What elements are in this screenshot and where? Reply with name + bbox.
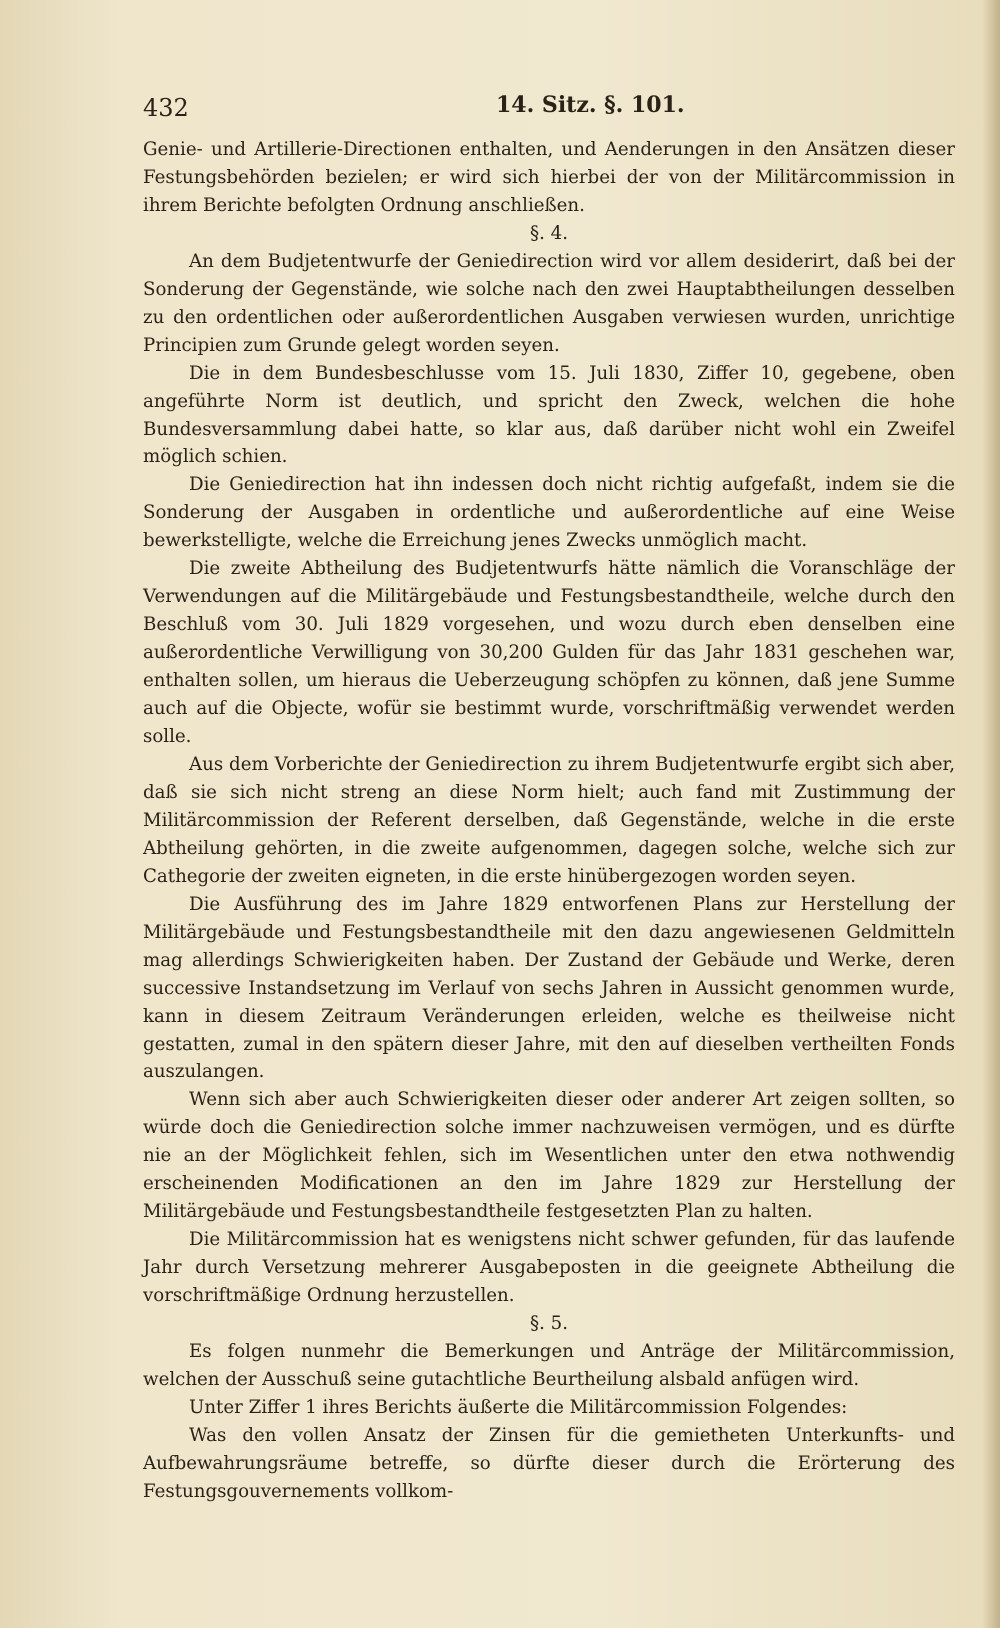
section-heading: §. 5.: [529, 1313, 568, 1335]
paragraph: An dem Budjetentwurfe der Geniedirection wird vor allem desiderirt, daß bei der Sonderung der Gegenstände, wie solche nach den zwei Hauptabtheilungen desselben zu den ordentlichen oder außerordentlichen Ausgaben verwiesen wurden, unrichtige Principien zum Grunde gelegt worden seyen.: [143, 250, 955, 356]
paragraph: Es folgen nunmehr die Bemerkungen und Anträge der Militärcommission, welchen der Ausschuß seine gutachtliche Beurtheilung alsbald anfügen wird.: [143, 1340, 955, 1390]
paragraph: Die Geniedirection hat ihn indessen doch nicht richtig aufgefaßt, indem sie die Sonderung der Ausgaben in ordentliche und außerordentliche auf eine Weise bewerkstelligte, welche die Erreichung jenes Zwecks unmöglich macht.: [143, 474, 955, 552]
paragraph: Aus dem Vorberichte der Geniedirection zu ihrem Budjetentwurfe ergibt sich aber, daß sie sich nicht streng an diese Norm hielt; auch fand mit Zustimmung der Militärcommission der Referent derselben, daß Gegenstände, welche in die erste Abtheilung gehörten, in die zweite aufgenommen, dagegen solche, welche sich zur Cathegorie der zweiten eigneten, in die erste hinübergezogen worden seyen.: [143, 753, 955, 887]
section-heading: §. 4.: [529, 222, 568, 244]
page-header: [143, 90, 963, 124]
paragraph: Was den vollen Ansatz der Zinsen für die gemietheten Unterkunfts- und Aufbewahrungsräume betreffe, so dürfte dieser durch die Erörterung des Festungsgouvernements vollkom-: [143, 1424, 955, 1502]
page-edge-shadow: [982, 0, 1000, 1628]
document-body: [143, 136, 955, 1506]
paragraph: Die Ausführung des im Jahre 1829 entworfenen Plans zur Herstellung der Militärgebäude und Festungsbestandtheile mit den dazu angewiesenen Geldmitteln mag allerdings Schwierigkeiten haben. Der Zustand der Gebäude und Werke, deren successive Instandsetzung im Verlauf von sechs Jahren in Aussicht genommen wurde, kann in diesem Zeitraum Veränderungen erleiden, welche es theilweise nicht gestatten, zumal in den spätern dieser Jahre, mit den auf dieselben vertheilten Fonds auszulangen.: [143, 893, 955, 1083]
paragraph: Wenn sich aber auch Schwierigkeiten dieser oder anderer Art zeigen sollten, so würde doch die Geniedirection solche immer nachzuweisen vermögen, und es dürfte nie an der Möglichkeit fehlen, sich im Wesentlichen unter den etwa nothwendig erscheinenden Modificationen an den im Jahre 1829 zur Herstellung der Militärgebäude und Festungsbestandtheile festgesetzten Plan zu halten.: [143, 1089, 955, 1223]
paragraph: Die in dem Bundesbeschlusse vom 15. Juli 1830, Ziffer 10, gegebene, oben angeführte Norm ist deutlich, und spricht den Zweck, welchen die hohe Bundesversammlung dabei hatte, so klar aus, daß darüber nicht wohl ein Zweifel möglich schien.: [143, 362, 955, 468]
paragraph: Die zweite Abtheilung des Budjetentwurfs hätte nämlich die Voranschläge der Verwendungen auf die Militärgebäude und Festungsbestandtheile, welche durch den Beschluß vom 30. Juli 1829 vorgesehen, und wozu durch eben denselben eine außerordentliche Verwilligung von 30,200 Gulden für das Jahr 1831 geschehen war, enthalten sollen, um hieraus die Ueberzeugung schöpfen zu können, daß jene Summe auch auf die Objecte, wofür sie bestimmt wurde, vorschriftmäßig verwendet werden solle.: [143, 558, 955, 748]
paragraph: Die Militärcommission hat es wenigstens nicht schwer gefunden, für das laufende Jahr durch Versetzung mehrerer Ausgabeposten in die geeignete Abtheilung die vorschriftmäßige Ordnung herzustellen.: [143, 1229, 955, 1307]
paragraph: Genie- und Artillerie-Directionen enthalten, und Aenderungen in den Ansätzen dieser Festungsbehörden bezielen; er wird sich hierbei der von der Militärcommission in ihrem Berichte befolgten Ordnung anschließen.: [143, 139, 955, 216]
running-head: 14. Sitz. §. 101.: [496, 92, 685, 118]
page-number: 432: [143, 94, 189, 122]
paragraph: Unter Ziffer 1 ihres Berichts äußerte die Militärcommission Folgendes:: [189, 1396, 848, 1418]
